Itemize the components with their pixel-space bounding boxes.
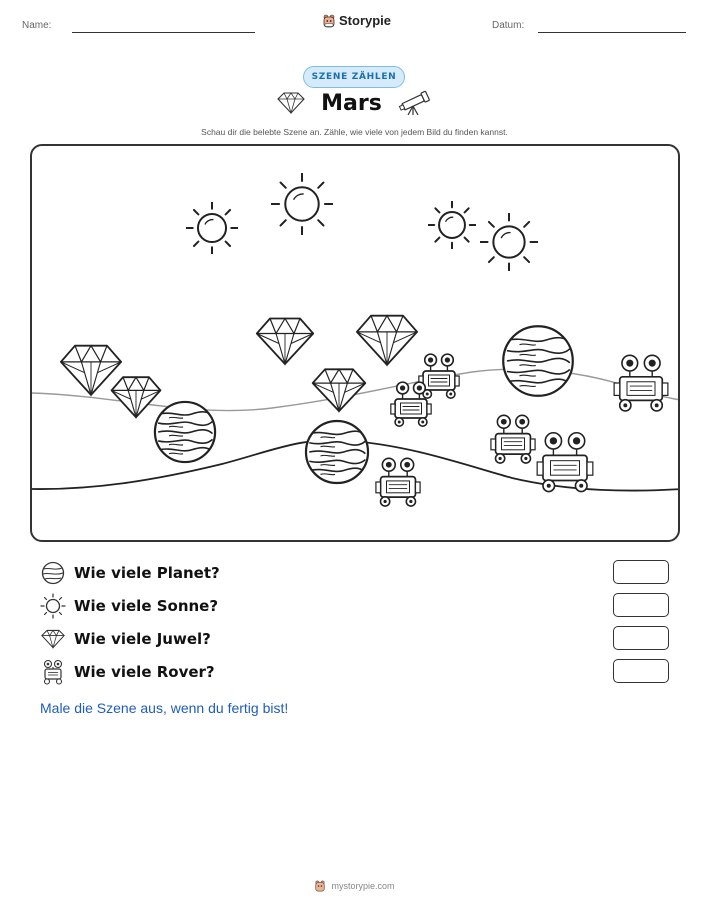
scene-jewel	[255, 316, 315, 370]
scene-rover	[536, 429, 594, 499]
question-label: Wie viele Planet?	[74, 564, 220, 582]
scene-sun	[428, 201, 476, 253]
name-field[interactable]	[72, 32, 255, 33]
question-sun	[40, 593, 670, 619]
title-row	[0, 90, 709, 116]
footer	[0, 880, 709, 892]
scene-planet	[304, 419, 370, 489]
scene-planet	[153, 400, 217, 468]
scene-jewel	[355, 313, 419, 371]
instruction-text: Schau dir die belebte Szene an. Zähle, wie viele von jedem Bild du finden kannst.	[201, 127, 508, 137]
scene-rover	[613, 352, 669, 418]
jewel-icon	[40, 626, 66, 652]
counting-scene	[30, 144, 680, 542]
sun-icon	[40, 593, 66, 619]
scene-jewel	[311, 367, 367, 417]
planet-icon	[40, 560, 66, 586]
scene-rover	[490, 412, 536, 470]
date-label: Datum:	[492, 20, 525, 31]
scene-sun	[186, 202, 238, 258]
brand-name: Storypie	[339, 13, 392, 28]
answer-box[interactable]	[613, 593, 669, 617]
question-label: Wie viele Rover?	[74, 663, 215, 681]
coloring-instruction: Male die Szene aus, wenn du fertig bist!	[40, 700, 289, 716]
worksheet-type-badge: SZENE ZÄHLEN	[303, 66, 405, 88]
name-label: Name:	[22, 20, 52, 31]
scene-sun	[271, 173, 333, 239]
brand-logo	[322, 13, 391, 28]
answer-box[interactable]	[613, 626, 669, 650]
question-label: Wie viele Sonne?	[74, 597, 219, 615]
question-rover	[40, 659, 670, 685]
rover-icon	[40, 659, 66, 685]
answer-box[interactable]	[613, 659, 669, 683]
storypie-mascot-icon	[314, 880, 326, 892]
scene-sun	[480, 213, 538, 275]
scene-planet	[501, 324, 575, 402]
jewel-icon	[277, 92, 305, 114]
storypie-mascot-icon	[322, 14, 336, 28]
date-field[interactable]	[538, 32, 686, 33]
footer-url: mystorypie.com	[331, 881, 395, 891]
telescope-icon	[398, 90, 432, 116]
question-jewel	[40, 626, 670, 652]
answer-box[interactable]	[613, 560, 669, 584]
page-title: Mars	[321, 90, 382, 116]
scene-rover	[390, 379, 432, 433]
scene-rover	[375, 455, 421, 513]
question-planet	[40, 560, 670, 586]
question-label: Wie viele Juwel?	[74, 630, 211, 648]
